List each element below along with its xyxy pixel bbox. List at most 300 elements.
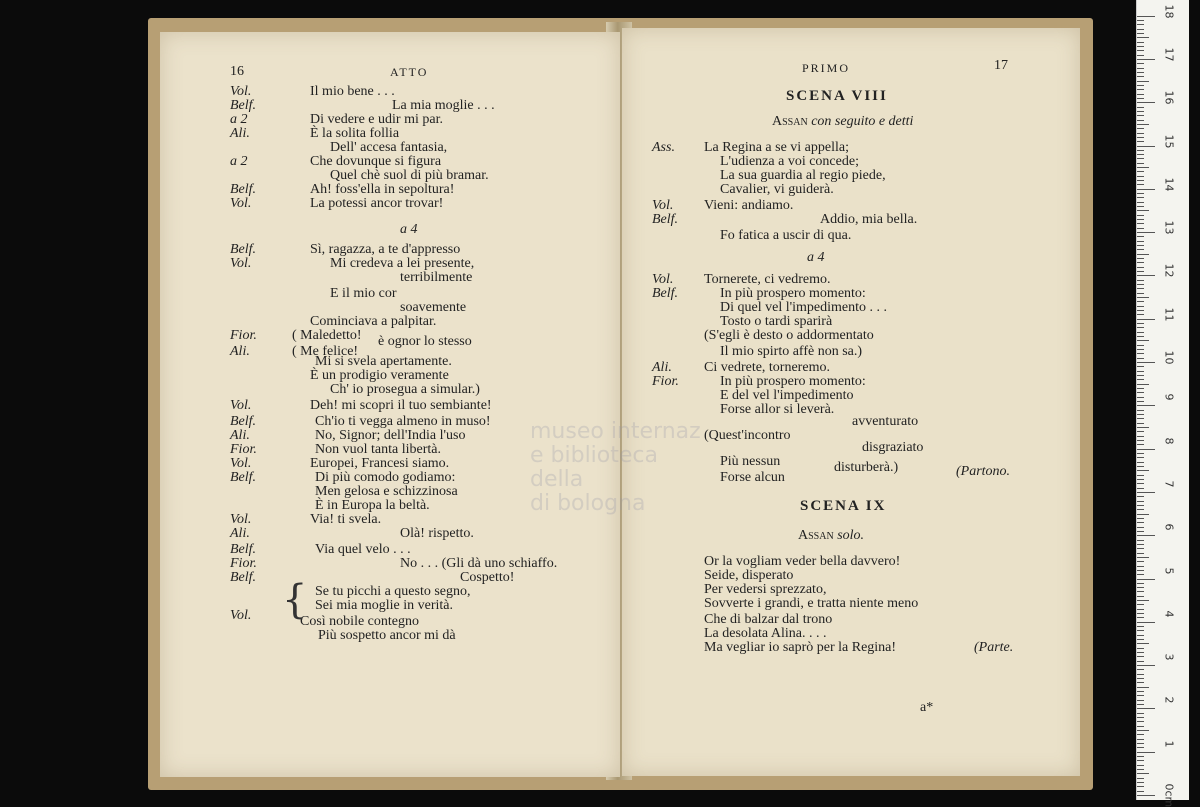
ruler-tick [1137, 405, 1155, 406]
ruler-tick [1137, 440, 1144, 441]
ruler-tick [1137, 63, 1144, 64]
ruler-tick [1137, 254, 1149, 255]
ruler-tick [1137, 184, 1144, 185]
ruler-tick [1137, 687, 1149, 688]
ruler-number: 9 [1162, 393, 1176, 401]
verse-line: Più nessun [720, 454, 781, 469]
ruler-number: 12 [1162, 263, 1176, 278]
ruler-tick [1137, 362, 1155, 363]
speaker-label: Fior. [652, 374, 679, 389]
ruler-tick [1137, 245, 1144, 246]
verse-line: Che dovunque si figura [310, 154, 442, 169]
verse-line: Ch' io prosegua a simular.) [330, 382, 480, 397]
verse-line: Fo fatica a uscir di qua. [720, 228, 852, 243]
ruler-tick [1137, 401, 1144, 402]
ruler-tick [1137, 773, 1149, 774]
verse-line: In più prospero momento: [720, 374, 866, 389]
ruler-number: 5 [1162, 567, 1176, 574]
ruler-tick [1137, 262, 1144, 263]
ruler-number: 18 [1162, 4, 1176, 19]
speaker-label: Belf. [652, 212, 679, 227]
verse-line: Olà! rispetto. [400, 526, 474, 541]
ruler-tick [1137, 76, 1144, 77]
verse-line: Il mio bene . . . [310, 84, 395, 99]
ruler-tick [1137, 336, 1144, 337]
ruler-tick [1137, 579, 1155, 580]
ruler-tick [1137, 232, 1155, 233]
verse-line: Ma vegliar io saprò per la Regina! [704, 640, 897, 655]
ruler-tick [1137, 782, 1144, 783]
ruler-number: 7 [1162, 480, 1176, 488]
verse-line: No . . . (Gli dà uno schiaffo. [400, 556, 558, 571]
speaker-label: Ali. [230, 126, 250, 141]
ruler-tick [1137, 535, 1155, 536]
ruler-tick [1137, 695, 1144, 696]
verse-line: Di più comodo godiamo: [315, 470, 456, 485]
speaker-label: a 2 [230, 112, 248, 127]
ruler-tick [1137, 639, 1144, 640]
ruler-tick [1137, 323, 1144, 324]
verse-line: Or la vogliam veder bella davvero! [704, 554, 901, 569]
ruler-tick [1137, 141, 1144, 142]
verse-line: disgraziato [862, 440, 924, 455]
ruler-tick [1137, 410, 1144, 411]
ruler-tick [1137, 72, 1144, 73]
ruler-tick [1137, 531, 1144, 532]
speaker-label: Belf. [230, 242, 257, 257]
ruler-number: 8 [1162, 437, 1176, 445]
ruler-tick [1137, 120, 1144, 121]
verse-line: Sovverte i grandi, e tratta niente meno [704, 596, 919, 611]
verse-line: Vieni: andiamo. [704, 198, 794, 213]
verse-line: Men gelosa e schizzinosa [315, 484, 458, 499]
ruler-tick [1137, 622, 1155, 623]
verse-line: a 4 [807, 250, 825, 265]
speaker-label: Vol. [230, 608, 252, 623]
ruler-tick [1137, 795, 1155, 796]
speaker-label: Ali. [230, 526, 250, 541]
verse-line: Di vedere e udir mi par. [310, 112, 443, 127]
ruler-tick [1137, 483, 1144, 484]
verse-line: ( Me felice! [292, 344, 359, 359]
ruler-tick [1137, 332, 1144, 333]
speaker-label: Ali. [230, 428, 250, 443]
scena-8-subtitle [772, 114, 913, 130]
ruler-tick [1137, 102, 1155, 103]
verse-line: È in Europa la beltà. [315, 498, 430, 513]
verse-line: Sei mia moglie in verità. [315, 598, 454, 613]
ruler-tick [1137, 600, 1149, 601]
ruler-tick [1137, 50, 1144, 51]
ruler-tick [1137, 734, 1144, 735]
speaker-label: a 2 [230, 154, 248, 169]
verse-line: Di quel vel l'impedimento . . . [720, 300, 887, 315]
ruler-tick [1137, 128, 1144, 129]
ruler-tick [1137, 210, 1149, 211]
ruler-tick [1137, 219, 1144, 220]
ruler-tick [1137, 301, 1144, 302]
ruler-tick [1137, 730, 1149, 731]
verse-line: disturberà.) [834, 460, 899, 475]
speaker-label: Vol. [230, 456, 252, 471]
scena-8-direction: con seguito e detti [811, 114, 914, 129]
ruler-tick [1137, 284, 1144, 285]
speaker-label: Belf. [230, 470, 257, 485]
ruler-tick [1137, 202, 1144, 203]
verse-line: La sua guardia al regio piede, [720, 168, 886, 183]
speaker-label: Ass. [652, 140, 675, 155]
ruler-tick [1137, 146, 1155, 147]
ruler-tick [1137, 81, 1149, 82]
ruler-tick [1137, 280, 1144, 281]
ruler-tick [1137, 704, 1144, 705]
ruler-tick [1137, 384, 1149, 385]
ruler-tick [1137, 475, 1144, 476]
verse-line: Più sospetto ancor mi dà [318, 628, 456, 643]
ruler-tick [1137, 691, 1144, 692]
ruler-tick [1137, 609, 1144, 610]
ruler-tick [1137, 379, 1144, 380]
ruler-tick [1137, 392, 1144, 393]
verse-line: è ognor lo stesso [378, 334, 472, 349]
speaker-label: Belf. [230, 570, 257, 585]
verse-line: Se tu picchi a questo segno, [315, 584, 471, 599]
verse-line: Mi credeva a lei presente, [330, 256, 475, 271]
ruler-tick [1137, 648, 1144, 649]
verse-line: Tornerete, ci vedremo. [704, 272, 831, 287]
measurement-ruler [1136, 0, 1189, 807]
ruler-tick [1137, 492, 1155, 493]
ruler-tick [1137, 462, 1144, 463]
ruler-number: 15 [1162, 134, 1176, 148]
ruler-tick [1137, 652, 1144, 653]
ruler-tick [1137, 721, 1144, 722]
ruler-tick [1137, 314, 1144, 315]
ruler-number: 6 [1162, 523, 1176, 531]
ruler-tick [1137, 275, 1155, 276]
ruler-number: 1 [1162, 740, 1176, 748]
ruler-number: 10 [1162, 350, 1176, 365]
speaker-label: Belf. [652, 286, 679, 301]
ruler-tick [1137, 375, 1144, 376]
ruler-tick [1137, 505, 1144, 506]
ruler-tick [1137, 249, 1144, 250]
ruler-tick [1137, 544, 1144, 545]
ruler-tick [1137, 46, 1144, 47]
speaker-label: Vol. [652, 272, 674, 287]
ruler-tick [1137, 236, 1144, 237]
ruler-number: 4 [1162, 610, 1176, 618]
verse-line: Via! ti svela. [310, 512, 382, 527]
verse-line: avventurato [852, 414, 919, 429]
ruler-tick [1137, 427, 1149, 428]
ruler-tick [1137, 457, 1144, 458]
ruler-tick [1137, 626, 1144, 627]
ruler-tick [1137, 223, 1144, 224]
verse-line: Non vuol tanta libertà. [315, 442, 441, 457]
scena-9-character: Assan [798, 528, 834, 543]
ruler-tick [1137, 765, 1144, 766]
ruler-tick [1137, 163, 1144, 164]
ruler-tick [1137, 397, 1144, 398]
ruler-tick [1137, 726, 1144, 727]
ruler-number: 17 [1162, 47, 1176, 62]
ruler-tick [1137, 674, 1144, 675]
ruler-tick [1137, 197, 1144, 198]
verse-line: Forse allor si leverà. [720, 402, 835, 417]
ruler-tick [1137, 682, 1144, 683]
verse-line: L'udienza a voi concede; [720, 154, 859, 169]
ruler-tick [1137, 717, 1144, 718]
speaker-label: Ali. [230, 344, 250, 359]
ruler-tick [1137, 293, 1144, 294]
ruler-tick [1137, 55, 1144, 56]
ruler-tick [1137, 288, 1144, 289]
page-number-right: 17 [994, 58, 1008, 73]
ruler-tick [1137, 509, 1144, 510]
scena-9-subtitle [798, 528, 864, 544]
ruler-tick [1137, 228, 1144, 229]
verse-line: Cominciava a palpitar. [310, 314, 437, 329]
page-number-left: 16 [230, 64, 244, 79]
ruler-tick [1137, 479, 1144, 480]
ruler-tick [1137, 527, 1144, 528]
verse-line: Via quel velo . . . [315, 542, 411, 557]
verse-line: terribilmente [400, 270, 473, 285]
ruler-tick [1137, 16, 1155, 17]
ruler-tick [1137, 133, 1144, 134]
ruler-tick [1137, 206, 1144, 207]
verse-line: Forse alcun [720, 470, 785, 485]
scena-9-direction: solo. [837, 528, 865, 543]
ruler-tick [1137, 453, 1144, 454]
ruler-tick [1137, 20, 1144, 21]
ruler-tick [1137, 540, 1144, 541]
verse-line: (S'egli è desto o addormentato [704, 328, 874, 343]
ruler-tick [1137, 171, 1144, 172]
ruler-tick [1137, 617, 1144, 618]
ruler-tick [1137, 158, 1144, 159]
verse-line: È un prodigio veramente [310, 368, 449, 383]
speaker-label: Vol. [230, 512, 252, 527]
verse-line: Dell' accesa fantasia, [330, 140, 448, 155]
ruler-tick [1137, 176, 1144, 177]
ruler-tick [1137, 431, 1144, 432]
ruler-tick [1137, 68, 1144, 69]
ruler-tick [1137, 739, 1144, 740]
ruler-tick [1137, 743, 1144, 744]
verse-line: Addio, mia bella. [820, 212, 918, 227]
ruler-tick [1137, 366, 1144, 367]
scena-8-character: Assan [772, 114, 808, 129]
ruler-tick [1137, 115, 1144, 116]
verse-line: Mi si svela apertamente. [315, 354, 452, 369]
ruler-tick [1137, 271, 1144, 272]
verse-line: Ch'io ti vegga almeno in muso! [315, 414, 491, 429]
verse-line: Cospetto! [460, 570, 515, 585]
ruler-tick [1137, 700, 1144, 701]
ruler-tick [1137, 193, 1144, 194]
ruler-tick [1137, 59, 1155, 60]
right-page [622, 28, 1080, 776]
ruler-tick [1137, 42, 1144, 43]
ruler-tick [1137, 514, 1149, 515]
ruler-tick [1137, 574, 1144, 575]
speaker-label: Vol. [230, 196, 252, 211]
ruler-tick [1137, 150, 1144, 151]
scena-8-title: SCENA VIII [786, 88, 888, 104]
ruler-tick [1137, 349, 1144, 350]
ruler-tick [1137, 665, 1155, 666]
watermark-line: e biblioteca della [530, 443, 658, 492]
ruler-tick [1137, 107, 1144, 108]
ruler-tick [1137, 786, 1144, 787]
ruler-tick [1137, 778, 1144, 779]
ruler-tick [1137, 111, 1144, 112]
ruler-tick [1137, 656, 1144, 657]
ruler-tick [1137, 488, 1144, 489]
running-head-left: ATTO [390, 65, 429, 79]
running-head-right: PRIMO [802, 61, 851, 75]
verse-line: Sì, ragazza, a te d'appresso [310, 242, 461, 257]
ruler-tick [1137, 189, 1155, 190]
speaker-label: Fior. [230, 442, 257, 457]
ruler-tick [1137, 791, 1144, 792]
ruler-tick [1137, 587, 1144, 588]
ruler-tick [1137, 388, 1144, 389]
verse-line: a 4 [400, 222, 418, 237]
verse-line: Seide, disperato [704, 568, 794, 583]
ruler-tick [1137, 553, 1144, 554]
verse-line: Che di balzar dal trono [704, 612, 833, 627]
ruler-tick [1137, 124, 1149, 125]
ruler-tick [1137, 371, 1144, 372]
ruler-tick [1137, 345, 1144, 346]
verse-line: (Quest'incontro [704, 428, 791, 443]
ruler-tick [1137, 137, 1144, 138]
ruler-tick [1137, 708, 1155, 709]
ruler-number: 2 [1162, 696, 1176, 704]
verse-line: La desolata Alina. . . . [704, 626, 827, 641]
ruler-tick [1137, 85, 1144, 86]
verse-line: Tosto o tardi sparirà [720, 314, 833, 329]
ruler-tick [1137, 340, 1149, 341]
verse-line: Per vedersi sprezzato, [704, 582, 827, 597]
ruler-number: 16 [1162, 90, 1176, 105]
ruler-tick [1137, 548, 1144, 549]
ruler-tick [1137, 215, 1144, 216]
scena-9-title: SCENA IX [800, 498, 887, 514]
ruler-number: 14 [1162, 177, 1176, 192]
ruler-tick [1137, 24, 1144, 25]
ruler-tick [1137, 756, 1144, 757]
verse-line: Il mio spirto affè non sa.) [720, 344, 863, 359]
ruler-tick [1137, 604, 1144, 605]
verse-line: No, Signor; dell'India l'uso [315, 428, 466, 443]
ruler-tick [1137, 591, 1144, 592]
verse-line: soavemente [400, 300, 467, 315]
ruler-tick [1137, 358, 1144, 359]
verse-line: Deh! mi scopri il tuo sembiante! [310, 398, 492, 413]
ruler-tick [1137, 180, 1144, 181]
ruler-tick [1137, 613, 1144, 614]
ruler-tick [1137, 310, 1144, 311]
ruler-tick [1137, 319, 1155, 320]
ruler-tick [1137, 466, 1144, 467]
verse-line: Cavalier, vi guiderà. [720, 182, 834, 197]
verse-line: Così nobile contegno [300, 614, 419, 629]
ruler-tick [1137, 669, 1144, 670]
verse-line: Quel chè suol di più bramar. [330, 168, 489, 183]
speaker-label: Belf. [230, 414, 257, 429]
ruler-tick [1137, 241, 1144, 242]
verse-line: Ci vedrete, torneremo. [704, 360, 830, 375]
ruler-tick [1137, 29, 1144, 30]
speaker-label: Vol. [652, 198, 674, 213]
ruler-tick [1137, 518, 1144, 519]
ruler-number: 3 [1162, 653, 1176, 661]
ruler-tick [1137, 267, 1144, 268]
ruler-tick [1137, 769, 1144, 770]
ruler-tick [1137, 661, 1144, 662]
speaker-label: Vol. [230, 84, 252, 99]
ruler-tick [1137, 583, 1144, 584]
ruler-tick [1137, 760, 1144, 761]
ruler-tick [1137, 678, 1144, 679]
ruler-tick [1137, 89, 1144, 90]
speaker-label: Fior. [230, 556, 257, 571]
ruler-tick [1137, 570, 1144, 571]
ruler-tick [1137, 436, 1144, 437]
speaker-label: Vol. [230, 398, 252, 413]
ruler-tick [1137, 258, 1144, 259]
ruler-tick [1137, 297, 1149, 298]
verse-line: (Partono. [956, 464, 1011, 479]
ruler-tick [1137, 470, 1149, 471]
ruler-tick [1137, 501, 1144, 502]
verse-line: E del vel l'impedimento [720, 388, 854, 403]
ruler-tick [1137, 635, 1144, 636]
ruler-tick [1137, 557, 1149, 558]
verse-line: La Regina a se vi appella; [704, 140, 849, 155]
ruler-tick [1137, 327, 1144, 328]
verse-line: La potessi ancor trovar! [310, 196, 444, 211]
ruler-number: 13 [1162, 220, 1176, 235]
verse-line: E il mio cor [330, 286, 397, 301]
verse-line: Europei, Francesi siamo. [310, 456, 450, 471]
verse-line: ( Maledetto! [292, 328, 362, 343]
ruler-tick [1137, 33, 1144, 34]
brace-left: { [282, 577, 308, 623]
ruler-tick [1137, 423, 1144, 424]
signature-mark: a* [920, 700, 934, 715]
verse-line: In più prospero momento: [720, 286, 866, 301]
verse-line: La mia moglie . . . [392, 98, 495, 113]
exit-direction: (Parte. [974, 640, 1014, 655]
ruler-tick [1137, 449, 1155, 450]
verse-line: È la solita follia [310, 126, 400, 141]
speaker-label: Fior. [230, 328, 257, 343]
ruler-tick [1137, 418, 1144, 419]
ruler-tick [1137, 643, 1149, 644]
watermark-line: museo internaz [530, 419, 701, 444]
ruler-tick [1137, 522, 1144, 523]
ruler-tick [1137, 94, 1144, 95]
ruler-tick [1137, 414, 1144, 415]
ruler-tick [1137, 752, 1155, 753]
ruler-tick [1137, 747, 1144, 748]
ruler-tick [1137, 353, 1144, 354]
